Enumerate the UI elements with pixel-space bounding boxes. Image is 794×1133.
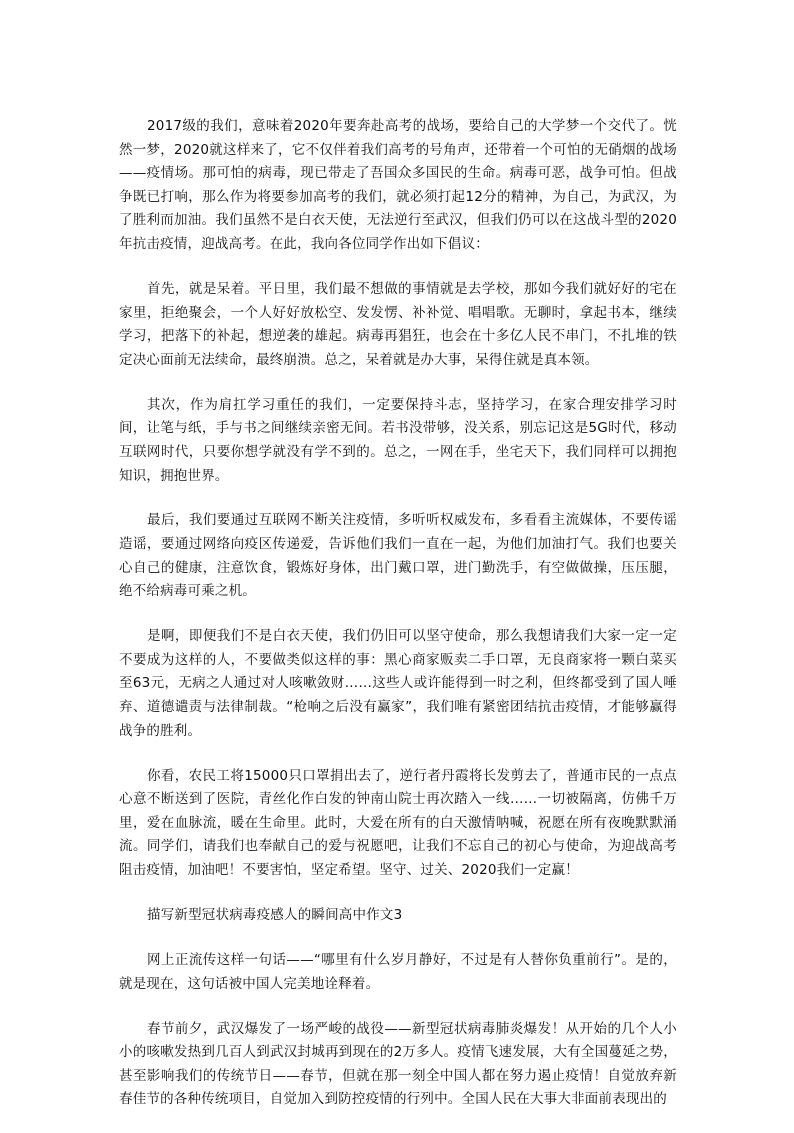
paragraph-first: 首先，就是呆着。平日里，我们最不想做的事情就是去学校，那如今我们就好好的宅在家里，拒绝聚会，一个人好好放松空、发发愣、补补觉、唱唱歌。无聊时，拿起书本，继续学习，把落下的补起，想逆袭的雄起。病毒再猖狂，也会在十多亿人民不串门，不扎堆的铁定决心面前无法续命，最终崩溃。总之，呆着就是办大事，呆得住就是真本领。: [119, 280, 677, 368]
paragraph-mission: 是啊，即便我们不是白衣天使，我们仍旧可以坚守使命，那么我想请我们大家一定一定不要成为这样的人，不要做类似这样的事：黑心商家贩卖二手口罩，无良商家将一颗白菜买至63元，无病之人通过对人咳嗽敛财……这些人或许能得到一时之利，但终都受到了国人唾弃、道德谴责与法律制裁。“枪响之后没有赢家”，我们唯有紧密团结抗击疫情，才能够赢得战争的胜利。: [119, 628, 677, 739]
paragraph-intro: 2017级的我们，意味着2020年要奔赴高考的战场，要给自己的大学梦一个交代了。恍然一梦，2020就这样来了，它不仅伴着我们高考的号角声，还带着一个可怕的无硝烟的战场——疫情场。那可怕的病毒，现已带走了吾国众多国民的生命。病毒可恶，战争可怕。但战争既已打响，那么作为将要参加高考的我们，就必须打起12分的精神，为自己，为武汉，为了胜利而加油。我们虽然不是白衣天使，无法逆行至武汉，但我们仍可以在这战斗型的2020年抗击疫情，迎战高考。在此，我向各位同学作出如下倡议：: [119, 118, 677, 252]
paragraph-last: 最后，我们要通过互联网不断关注疫情，多听听权威发布，多看看主流媒体，不要传谣造谣，要通过网络向疫区传递爱，告诉他们我们一直在一起，为他们加油打气。我们也要关心自己的健康，注意饮食，锻炼好身体，出门戴口罩，进门勤洗手，有空做做操，压压腿，绝不给病毒可乘之机。: [119, 512, 677, 600]
essay-title: 描写新型冠状病毒疫感人的瞬间高中作文3: [147, 906, 403, 923]
paragraph-second: 其次，作为肩扛学习重任的我们，一定要保持斗志，坚持学习，在家合理安排学习时间，让笔与纸，手与书之间继续亲密无间。若书没带够，没关系，别忘记这是5G时代，移动互联网时代，只要你想学就没有学不到的。总之，一网在手，坐宅天下，我们同样可以拥抱知识，拥抱世界。: [119, 396, 677, 484]
paragraph-essay3-body: 春节前夕，武汉爆发了一场严峻的战役——新型冠状病毒肺炎爆发！从开始的几个人小小的咳嗽发热到几百人到武汉封城再到现在的2万多人。疫情飞速发展，大有全国蔓延之势，甚至影响我们的传统节日——春节，但就在那一刻全中国人都在努力遏止疫情！自觉放弃新春佳节的各种传统项目，自觉加入到防控疫情的行列中。全国人民在大事大非面前表现出的: [119, 1020, 677, 1108]
paragraph-conclusion: 你看，农民工将15000只口罩捐出去了，逆行者丹霞将长发剪去了，普通市民的一点点心意不断送到了医院，青丝化作白发的钟南山院士再次踏入一线……一切被隔离，仿佛千万里，爱在血脉流，暖在生命里。此时，大爱在所有的白天激情呐喊，祝愿在所有夜晚默默涌流。同学们，请我们也奉献自己的爱与祝愿吧，让我们不忘自己的初心与使命，为迎战高考阻击疫情，加油吧！不要害怕，坚定希望。坚守、过关、2020我们一定赢！: [119, 767, 677, 878]
paragraph-essay3-intro: 网上正流传这样一句话——“哪里有什么岁月静好，不过是有人替你负重前行”。是的，就是现在，这句话被中国人完美地诠释着。: [119, 951, 677, 992]
document-body: [119, 115, 677, 1133]
